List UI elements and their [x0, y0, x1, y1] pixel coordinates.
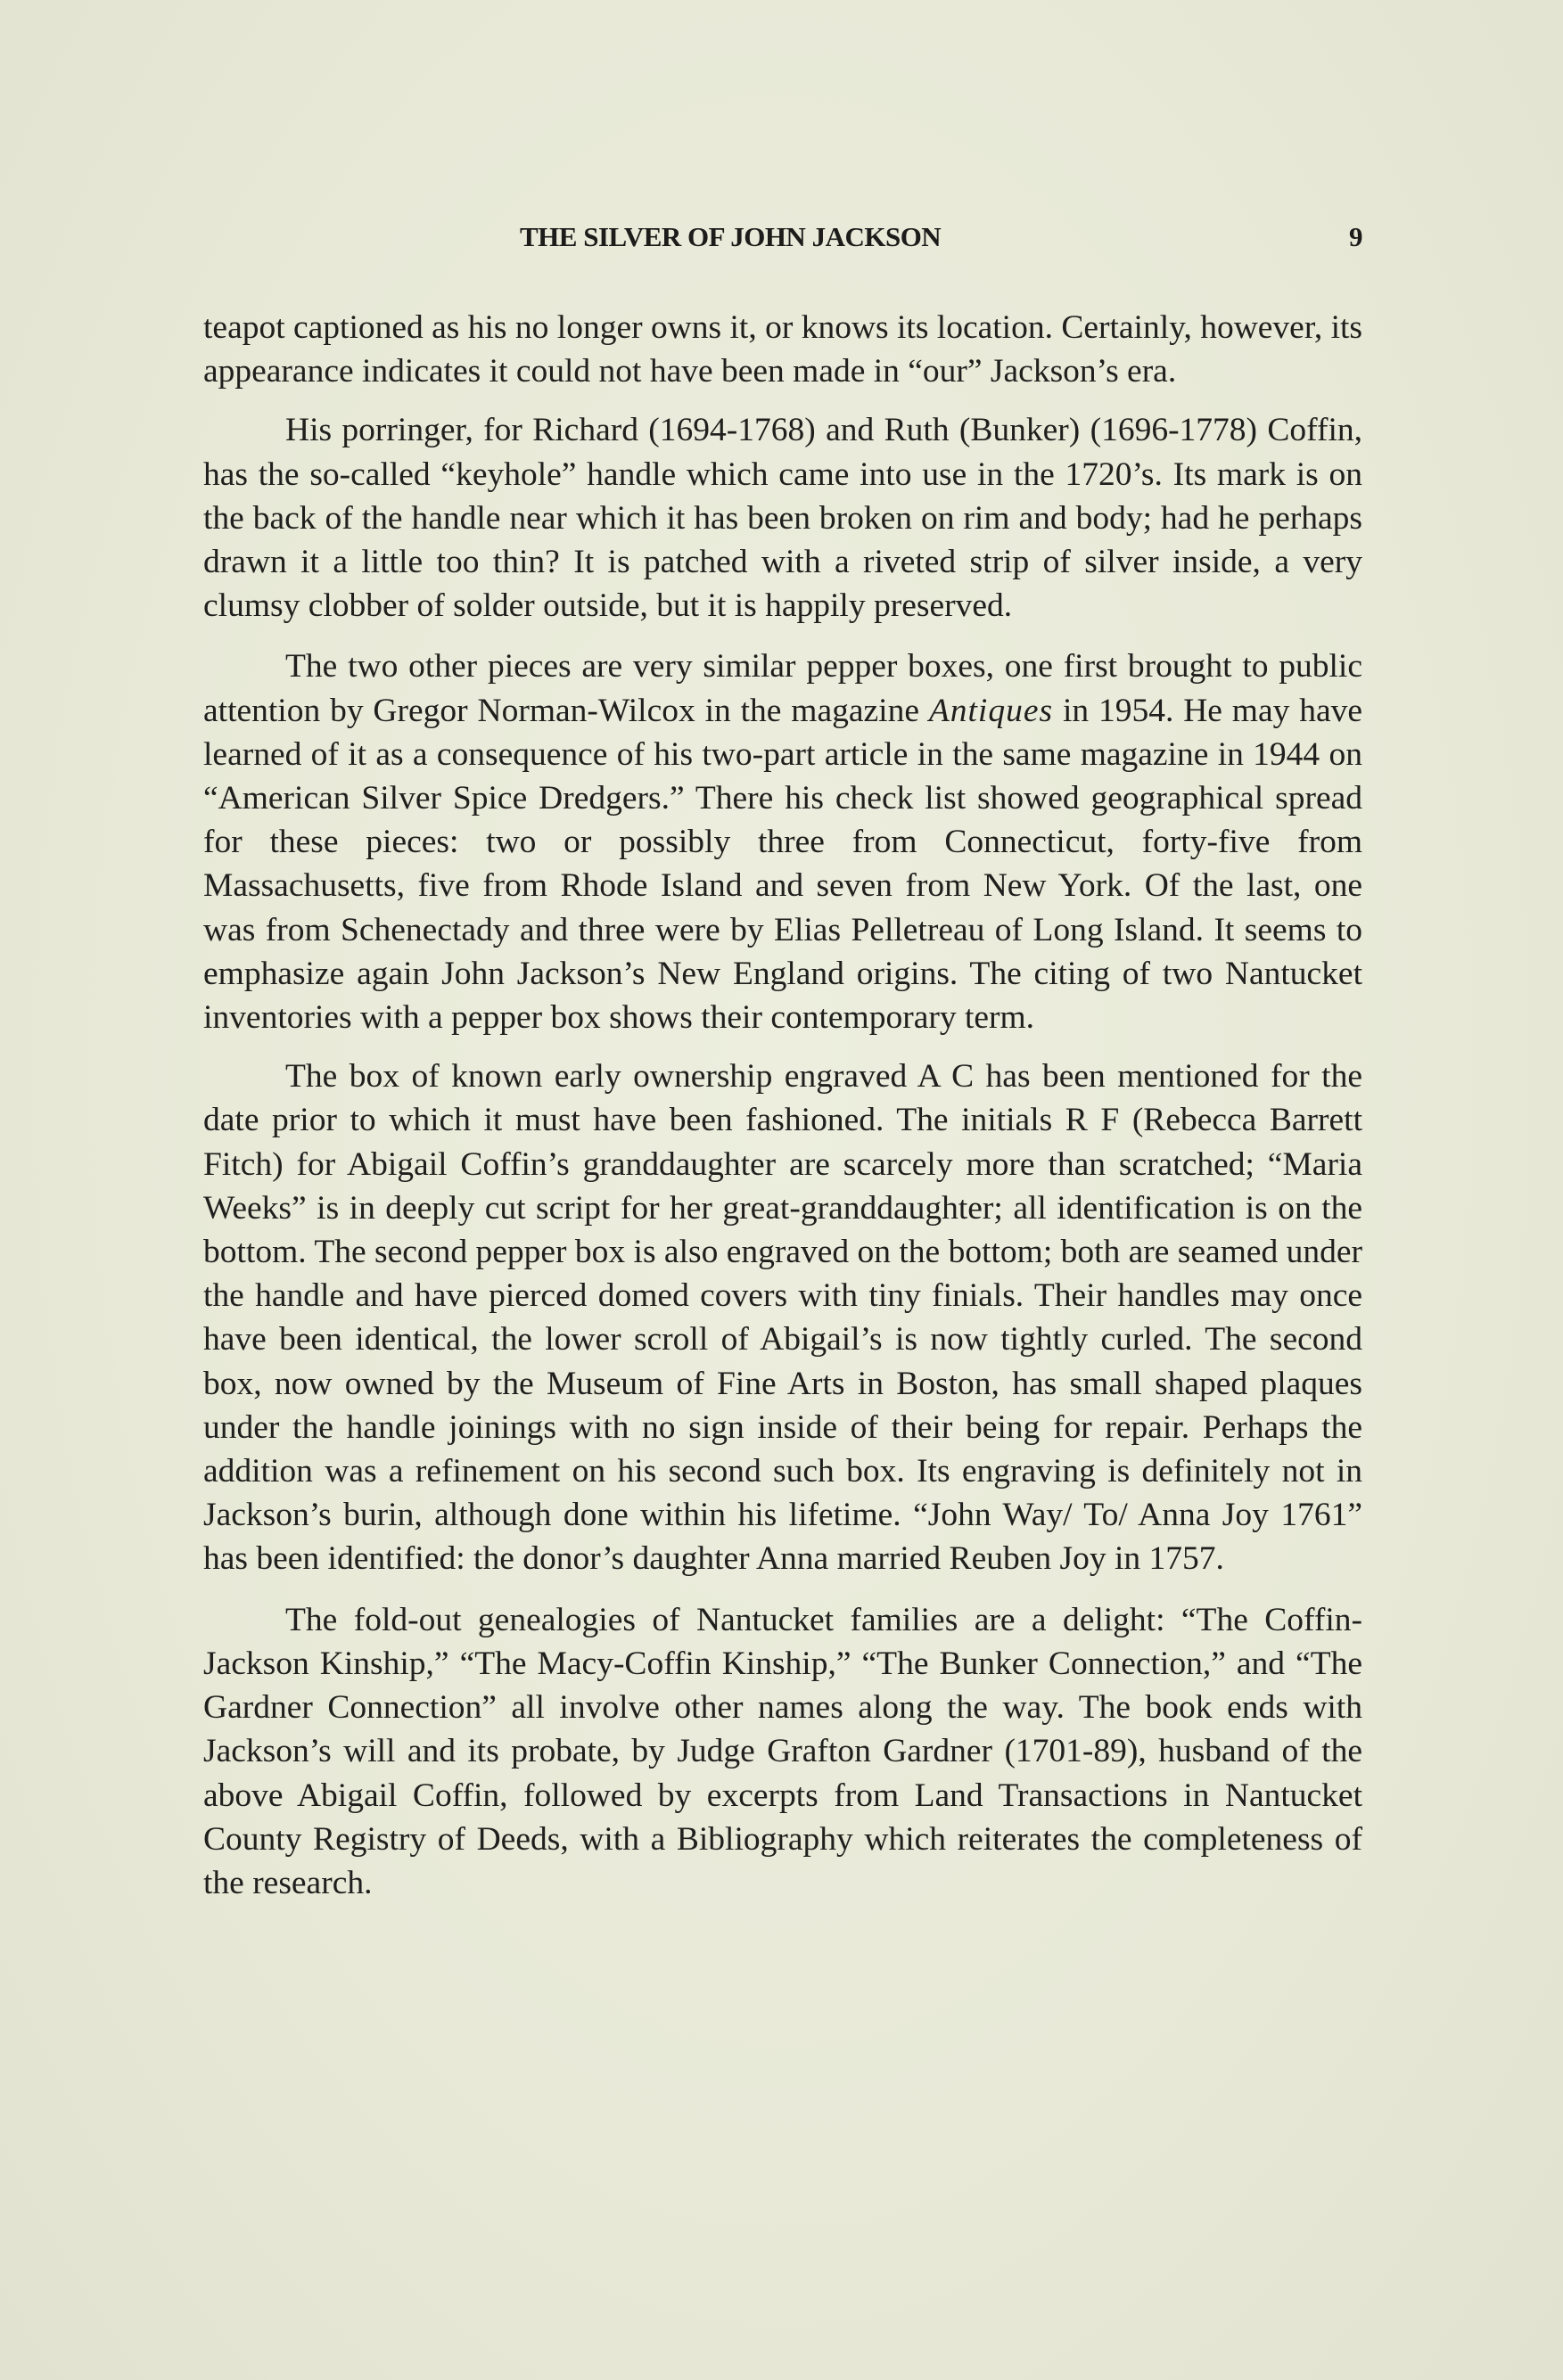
running-head	[203, 221, 1362, 262]
paragraph-porringer: His porringer, for Richard (1694-1768) and Ruth (Bunker) (1696-1778) Coffin, has the so-called “keyhole” handle which came into use in the 1720’s. Its mark is on the back of the handle near which it has been broken on rim and body; had he perhaps drawn it a little too thin? It is patched with a riveted strip of silver inside, a very clumsy clobber of solder outside, but it is happily preserved.	[203, 412, 1362, 625]
running-head-title: THE SILVER OF JOHN JACKSON	[520, 221, 942, 252]
page-number: 9	[1349, 221, 1362, 252]
paragraph-box-ownership: The box of known early ownership engraved A C has been mentioned for the date prior to which it must have been fashioned. The initials R F (Rebecca Barrett Fitch) for Abigail Coffin’s granddaughter are scarcely more than scratched; “Maria Weeks” is in deeply cut script for her great-granddaughter; all identification is on the bottom. The second pepper box is also engraved on the bottom; both are seamed under the handle and have pierced domed covers with tiny finials. Their handles may once have been identical, the lower scroll of Abigail’s is now tightly curled. The second box, now owned by the Museum of Fine Arts in Boston, has small shaped plaques under the handle joinings with no sign inside of their being for repair. Perhaps the addition was a refinement on his second such box. Its engraving is definitely not in Jackson’s burin, although done within his lifetime. “John Way/ To/ Anna Joy 1761” has been identified: the donor’s daughter Anna married Reuben Joy in 1757.	[203, 1058, 1363, 1578]
paragraph-pepper-boxes-end: in 1954. He may have learned of it as a consequence of his two-part article in the same magazine in 1944 on “American Silver Spice Dredgers.” There his check list showed geographical spread for these pieces: two or possibly three from Connecticut, forty-five from Massachusetts, five from Rhode Island and seven from New York. Of the last, one was from Schenectady and three were by Elias Pelletreau of Long Island. It seems to emphasize again John Jackson’s New England origins. The citing of two Nantucket inventories with a pepper box shows their contemporary term.	[203, 692, 1363, 1037]
paragraph-teapot: teapot captioned as his no longer owns it, or knows its location. Certainly, however, its appearance indicates it could not have been made in “our” Jackson’s era.	[203, 309, 1362, 390]
paragraph-pepper-boxes-start: The two other pieces are very similar pepper boxes, one first brought to public attention by Gregor Norman-Wilcox in the magazine	[203, 648, 1362, 729]
magazine-title: Antiques	[928, 692, 1054, 729]
paragraph-pepper-boxes	[203, 644, 1362, 1039]
body-text	[203, 306, 1362, 1920]
paragraph-genealogies: The fold-out genealogies of Nantucket families are a delight: “The Coffin-Jackson Kinship,” “The Macy-Coffin Kinship,” “The Bunker Connection,” and “The Gardner Connection” all involve other names along the way. The book ends with Jackson’s will and its probate, by Judge Grafton Gardner (1701-89), husband of the above Abigail Coffin, followed by excerpts from Land Transactions in Nantucket County Registry of Deeds, with a Bibliography which reiterates the completeness of the research.	[203, 1601, 1362, 1901]
